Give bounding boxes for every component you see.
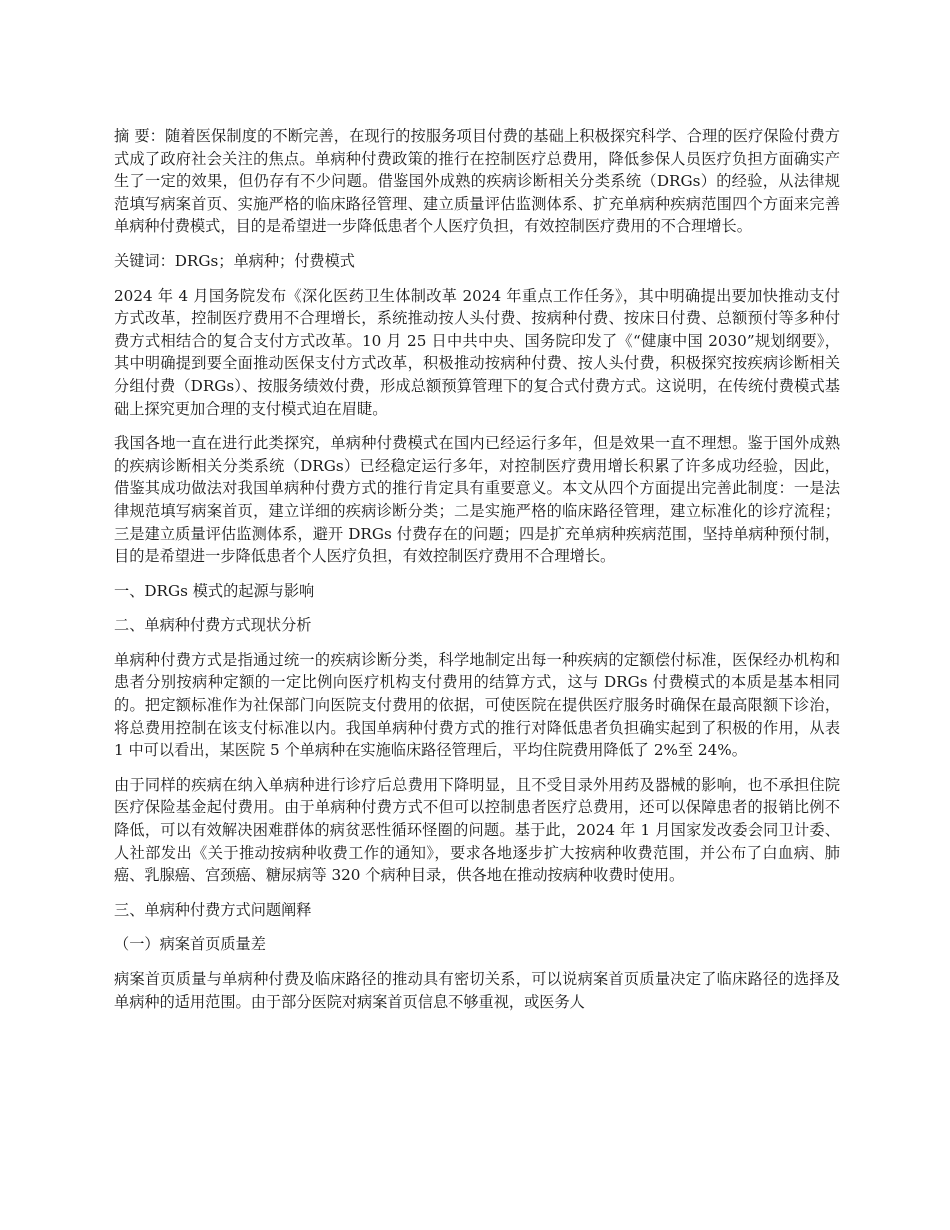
abstract-paragraph: 摘 要：随着医保制度的不断完善，在现行的按服务项目付费的基础上积极探究科学、合理的医疗保险付费方式成了政府社会关注的焦点。单病种付费政策的推行在控制医疗总费用，降低参保人员医疗负担方面确实产生了一定的效果，但仍存有不少问题。借鉴国外成熟的疾病诊断相关分类系统（DRGs）的经验，从法律规范填写病案首页、实施严格的临床路径管理、建立质量评估监测体系、扩充单病种疾病范围四个方面来完善单病种付费模式，目的是希望进一步降低患者个人医疗负担，有效控制医疗费用的不合理增长。 [114,127,840,236]
body-paragraph: 病案首页质量与单病种付费及临床路径的推动具有密切关系，可以说病案首页质量决定了临床路径的选择及单病种的适用范围。由于部分医院对病案首页信息不够重视，或医务人 [114,970,840,1011]
subsection-heading: （一）病案首页质量差 [114,935,266,954]
section-heading: 一、DRGs 模式的起源与影响 [114,581,315,600]
keywords-line: 关键词：DRGs；单病种；付费模式 [114,251,355,270]
section-heading: 二、单病种付费方式现状分析 [114,616,312,635]
document-body [114,125,840,1025]
body-paragraph: 单病种付费方式是指通过统一的疾病诊断分类，科学地制定出每一种疾病的定额偿付标准，医保经办机构和患者分别按病种定额的一定比例向医疗机构支付费用的结算方式，这与 DRGs 付费模式的本质是基本相同的。把定额标准作为社保部门向医院支付费用的依据，可使医院在提供医疗服务时确保在最高限额下诊治，将总费用控制在该支付标准以内。我国单病种付费方式的推行对降低患者负担确实起到了积极的作用，从表 1 中可以看出，某医院 5 个单病种在实施临床路径管理后，平均住院费用降低了 2%至 24%。 [114,650,840,760]
section-heading: 三、单病种付费方式问题阐释 [114,900,312,919]
body-paragraph: 我国各地一直在进行此类探究，单病种付费模式在国内已经运行多年，但是效果一直不理想。鉴于国外成熟的疾病诊断相关分类系统（DRGs）已经稳定运行多年，对控制医疗费用增长积累了许多成功经验，因此，借鉴其成功做法对我国单病种付费方式的推行肯定具有重要意义。本文从四个方面提出完善此制度：一是法律规范填写病案首页，建立详细的疾病诊断分类；二是实施严格的临床路径管理，建立标准化的诊疗流程；三是建立质量评估监测体系，避开 DRGs 付费存在的问题；四是扩充单病种疾病范围，坚持单病种预付制，目的是希望进一步降低患者个人医疗负担，有效控制医疗费用不合理增长。 [114,434,840,566]
body-paragraph: 2024 年 4 月国务院发布《深化医药卫生体制改革 2024 年重点工作任务》，其中明确提出要加快推动支付方式改革，控制医疗费用不合理增长，系统推动按人头付费、按病种付费、按床日付费、总额预付等多种付费方式相结合的复合支付方式改革。10 月 25 日中共中央、国务院印发了《“健康中国 2030”规划纲要》，其中明确提到要全面推动医保支付方式改革，积极推动按病种付费、按人头付费，积极探究按疾病诊断相关分组付费（DRGs）、按服务绩效付费，形成总额预算管理下的复合式付费方式。这说明，在传统付费模式基础上探究更加合理的支付模式迫在眉睫。 [114,286,840,418]
body-paragraph: 由于同样的疾病在纳入单病种进行诊疗后总费用下降明显，且不受目录外用药及器械的影响，也不承担住院医疗保险基金起付费用。由于单病种付费方式不但可以控制患者医疗总费用，还可以保障患者的报销比例不降低，可以有效解决困难群体的病贫恶性循环怪圈的问题。基于此，2024 年 1 月国家发改委会同卫计委、人社部发出《关于推动按病种收费工作的通知》，要求各地逐步扩大按病种收费范围，并公布了白血病、肺癌、乳腺癌、宫颈癌、糖尿病等 320 个病种目录，供各地在推动按病种收费时使用。 [114,775,840,885]
